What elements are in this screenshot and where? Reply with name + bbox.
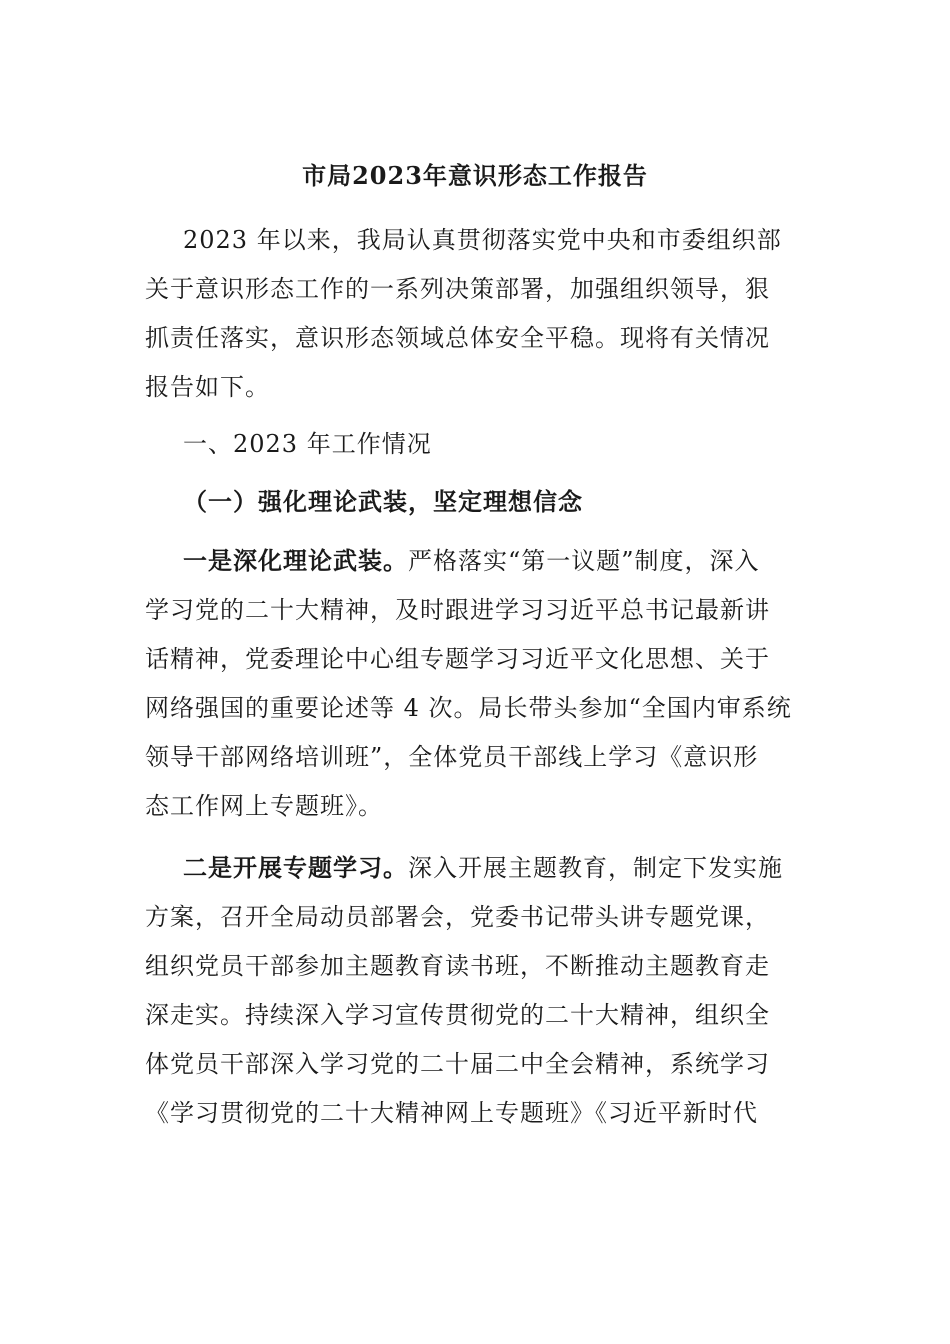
intro-line-4: 报告如下。 [145, 373, 270, 401]
para1-line-6: 态工作网上专题班》。 [145, 792, 383, 820]
intro-line-2: 关于意识形态工作的一系列决策部署，加强组织领导，狠 [145, 275, 770, 303]
para2-line-3: 组织党员干部参加主题教育读书班，不断推动主题教育走 [145, 952, 770, 980]
para1-first-line-rest: 严格落实“第一议题”制度，深入 [408, 547, 760, 575]
section-heading-1: 一、2023 年工作情况 [183, 430, 432, 458]
para2-line-1 [183, 850, 863, 886]
intro-line-1: 2023 年以来，我局认真贯彻落实党中央和市委组织部 [183, 226, 782, 254]
intro-line-3: 抓责任落实，意识形态领域总体安全平稳。现将有关情况 [145, 324, 770, 352]
para2-line-6: 《学习贯彻党的二十大精神网上专题班》《习近平新时代 [145, 1099, 758, 1127]
para1-line-2: 学习党的二十大精神，及时跟进学习习近平总书记最新讲 [145, 596, 770, 624]
document-title: 市局2023年意识形态工作报告 [302, 161, 648, 190]
para1-lead: 一是深化理论武装。 [183, 546, 408, 575]
para1-line-1 [183, 543, 863, 579]
para2-line-5: 体党员干部深入学习党的二十届二中全会精神，系统学习 [145, 1050, 770, 1078]
para2-line-2: 方案，召开全局动员部署会，党委书记带头讲专题党课， [145, 903, 770, 931]
para2-lead: 二是开展专题学习。 [183, 853, 408, 882]
para2-line-4: 深走实。持续深入学习宣传贯彻党的二十大精神，组织全 [145, 1001, 770, 1029]
subsection-heading-1: （一）强化理论武装，坚定理想信念 [183, 487, 583, 516]
para1-line-5: 领导干部网络培训班”，全体党员干部线上学习《意识形 [145, 743, 759, 771]
para1-line-4: 网络强国的重要论述等 4 次。局长带头参加“全国内审系统 [145, 694, 792, 722]
para2-first-line-rest: 深入开展主题教育，制定下发实施 [408, 854, 783, 882]
para1-line-3: 话精神，党委理论中心组专题学习习近平文化思想、关于 [145, 645, 770, 673]
